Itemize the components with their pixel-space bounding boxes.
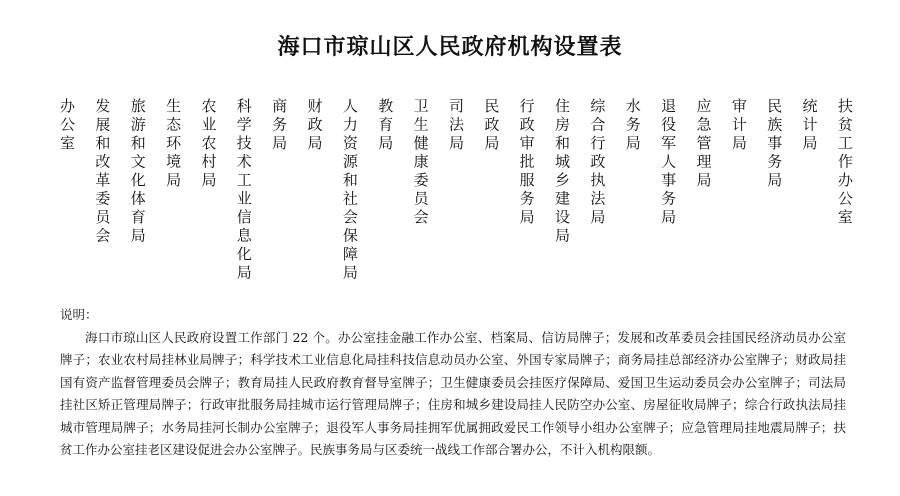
- department-item: 卫生健康委员会: [411, 98, 430, 228]
- department-item: 扶贫工作办公室: [835, 98, 854, 228]
- department-item: 科学技术工业信息化局: [234, 98, 253, 283]
- department-item: 农业农村局: [199, 98, 218, 191]
- notes-body: 海口市琼山区人民政府设置工作部门 22 个。办公室挂金融工作办公室、档案局、信访局牌子；发展和改革委员会挂国民经济动员办公室牌子；农业农村局挂林业局牌子；科学技术工业信息化局挂科技信息动员办公室、外国专家局牌子；商务局挂总部经济办公室牌子；财政局挂国有资产监督管理委员会牌子；教育局挂人民政府教育督导室牌子；卫生健康委员会挂医疗保障局、爱国卫生运动委员会办公室牌子；司法局挂社区矫正管理局牌子；行政审批服务局挂城市运行管理局牌子；住房和城乡建设局挂人民防空办公室、房屋征收局牌子；综合行政执法局挂城市管理局牌子；水务局挂河长制办公室牌子；退役军人事务局挂拥军优属拥政爱民工作领导小组办公室牌子；应急管理局挂地震局牌子；扶贫工作办公室挂老区建设促进会办公室牌子。民族事务局与区委统一战线工作部合署办公，不计入机构限额。: [60, 329, 846, 457]
- department-item: 综合行政执法局: [588, 98, 607, 228]
- department-item: 水务局: [623, 98, 642, 154]
- department-item: 民族事务局: [765, 98, 784, 191]
- department-item: 商务局: [270, 98, 289, 154]
- department-item: 财政局: [305, 98, 324, 154]
- department-item: 统计局: [800, 98, 819, 154]
- department-item: 生态环境局: [164, 98, 183, 191]
- department-item: 人力资源和社会保障局: [340, 98, 359, 283]
- department-item: 民政局: [482, 98, 501, 154]
- department-item: 司法局: [446, 98, 465, 154]
- notes-section: [60, 304, 846, 462]
- department-item: 教育局: [376, 98, 395, 154]
- department-item: 退役军人事务局: [659, 98, 678, 228]
- department-item: 应急管理局: [694, 98, 713, 191]
- department-list: [56, 98, 856, 303]
- department-item: 办公室: [58, 98, 76, 154]
- department-item: 审计局: [729, 98, 748, 154]
- department-item: 住房和城乡建设局: [553, 98, 572, 246]
- department-item: 发展和改革委员会: [93, 98, 112, 246]
- page-title: 海口市琼山区人民政府机构设置表: [277, 35, 623, 60]
- department-item: 旅游和文化体育局: [128, 98, 147, 246]
- department-item: 行政审批服务局: [517, 98, 536, 228]
- notes-label: 说明：: [60, 307, 98, 322]
